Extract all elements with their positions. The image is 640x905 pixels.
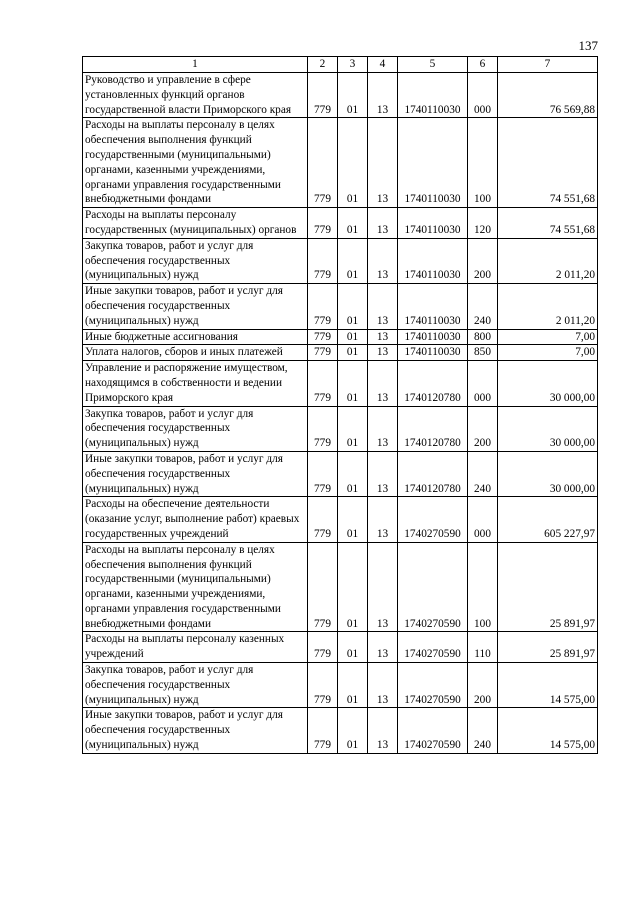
row-section-code: 01 [338, 406, 368, 451]
row-subsection-code: 13 [368, 329, 398, 345]
row-section-code: 01 [338, 542, 368, 632]
row-subsection-code: 13 [368, 345, 398, 361]
row-name-cell: Руководство и управление в сфере установленных функций органов государственной власти Приморского края [83, 73, 308, 118]
row-department-code: 779 [308, 451, 338, 496]
row-name-cell: Уплата налогов, сборов и иных платежей [83, 345, 308, 361]
column-header-6: 6 [468, 57, 498, 73]
row-expense-type-code: 240 [468, 451, 498, 496]
row-target-article-code: 1740270590 [398, 542, 468, 632]
table-row [83, 208, 598, 239]
row-expense-type-code: 120 [468, 208, 498, 239]
row-expense-type-code: 240 [468, 708, 498, 753]
row-target-article-code: 1740270590 [398, 632, 468, 663]
row-name-cell: Расходы на обеспечение деятельности (оказание услуг, выполнение работ) краевых государственных учреждений [83, 497, 308, 542]
row-name-cell: Иные бюджетные ассигнования [83, 329, 308, 345]
row-expense-type-code: 850 [468, 345, 498, 361]
table-row [83, 345, 598, 361]
row-subsection-code: 13 [368, 451, 398, 496]
row-department-code: 779 [308, 73, 338, 118]
row-name-cell: Расходы на выплаты персоналу в целях обеспечения выполнения функций государственными (муниципальными) органами, казенными учреждениями, органами управления государственными внебюджетными фондами [83, 542, 308, 632]
column-header-5: 5 [398, 57, 468, 73]
row-expense-type-code: 240 [468, 284, 498, 329]
table-row [83, 708, 598, 753]
row-department-code: 779 [308, 345, 338, 361]
row-department-code: 779 [308, 663, 338, 708]
row-subsection-code: 13 [368, 118, 398, 208]
row-name-cell: Закупка товаров, работ и услуг для обеспечения государственных (муниципальных) нужд [83, 406, 308, 451]
row-expense-type-code: 100 [468, 118, 498, 208]
row-department-code: 779 [308, 497, 338, 542]
row-expense-type-code: 000 [468, 361, 498, 406]
column-header-2: 2 [308, 57, 338, 73]
row-section-code: 01 [338, 632, 368, 663]
row-amount: 74 551,68 [498, 208, 598, 239]
row-section-code: 01 [338, 451, 368, 496]
column-header-3: 3 [338, 57, 368, 73]
row-section-code: 01 [338, 238, 368, 283]
row-department-code: 779 [308, 329, 338, 345]
table-row [83, 361, 598, 406]
row-amount: 76 569,88 [498, 73, 598, 118]
row-department-code: 779 [308, 284, 338, 329]
row-section-code: 01 [338, 361, 368, 406]
table-row [83, 118, 598, 208]
row-subsection-code: 13 [368, 361, 398, 406]
table-row [83, 329, 598, 345]
row-amount: 605 227,97 [498, 497, 598, 542]
row-name-cell: Закупка товаров, работ и услуг для обеспечения государственных (муниципальных) нужд [83, 238, 308, 283]
table-row [83, 451, 598, 496]
row-section-code: 01 [338, 708, 368, 753]
row-expense-type-code: 100 [468, 542, 498, 632]
row-name-cell: Иные закупки товаров, работ и услуг для обеспечения государственных (муниципальных) нужд [83, 708, 308, 753]
table-row [83, 663, 598, 708]
row-subsection-code: 13 [368, 497, 398, 542]
row-section-code: 01 [338, 345, 368, 361]
table-row [83, 73, 598, 118]
row-section-code: 01 [338, 329, 368, 345]
table-row [83, 542, 598, 632]
table-row [83, 238, 598, 283]
row-amount: 30 000,00 [498, 451, 598, 496]
row-subsection-code: 13 [368, 632, 398, 663]
row-subsection-code: 13 [368, 708, 398, 753]
column-header-1: 1 [83, 57, 308, 73]
row-expense-type-code: 000 [468, 497, 498, 542]
column-header-4: 4 [368, 57, 398, 73]
row-name-cell: Расходы на выплаты персоналу государственных (муниципальных) органов [83, 208, 308, 239]
row-subsection-code: 13 [368, 542, 398, 632]
page-number: 137 [578, 38, 598, 53]
row-target-article-code: 1740110030 [398, 238, 468, 283]
row-department-code: 779 [308, 118, 338, 208]
row-name-cell: Иные закупки товаров, работ и услуг для обеспечения государственных (муниципальных) нужд [83, 284, 308, 329]
row-target-article-code: 1740110030 [398, 208, 468, 239]
table-row [83, 632, 598, 663]
row-target-article-code: 1740110030 [398, 329, 468, 345]
row-subsection-code: 13 [368, 238, 398, 283]
row-expense-type-code: 200 [468, 663, 498, 708]
row-expense-type-code: 200 [468, 238, 498, 283]
row-amount: 2 011,20 [498, 284, 598, 329]
row-section-code: 01 [338, 118, 368, 208]
row-expense-type-code: 800 [468, 329, 498, 345]
row-amount: 7,00 [498, 345, 598, 361]
row-target-article-code: 1740120780 [398, 406, 468, 451]
row-name-cell: Иные закупки товаров, работ и услуг для обеспечения государственных (муниципальных) нужд [83, 451, 308, 496]
row-name-cell: Закупка товаров, работ и услуг для обеспечения государственных (муниципальных) нужд [83, 663, 308, 708]
table-row [83, 406, 598, 451]
budget-table [82, 56, 598, 754]
row-section-code: 01 [338, 208, 368, 239]
row-amount: 14 575,00 [498, 708, 598, 753]
row-department-code: 779 [308, 361, 338, 406]
row-target-article-code: 1740270590 [398, 663, 468, 708]
row-target-article-code: 1740110030 [398, 118, 468, 208]
row-target-article-code: 1740270590 [398, 708, 468, 753]
row-amount: 74 551,68 [498, 118, 598, 208]
row-target-article-code: 1740120780 [398, 361, 468, 406]
row-department-code: 779 [308, 406, 338, 451]
row-department-code: 779 [308, 632, 338, 663]
row-target-article-code: 1740110030 [398, 284, 468, 329]
row-department-code: 779 [308, 208, 338, 239]
row-expense-type-code: 110 [468, 632, 498, 663]
row-amount: 2 011,20 [498, 238, 598, 283]
row-subsection-code: 13 [368, 73, 398, 118]
row-department-code: 779 [308, 542, 338, 632]
row-department-code: 779 [308, 238, 338, 283]
row-subsection-code: 13 [368, 406, 398, 451]
table-row [83, 284, 598, 329]
row-subsection-code: 13 [368, 208, 398, 239]
row-section-code: 01 [338, 497, 368, 542]
row-section-code: 01 [338, 284, 368, 329]
row-section-code: 01 [338, 663, 368, 708]
row-target-article-code: 1740120780 [398, 451, 468, 496]
row-department-code: 779 [308, 708, 338, 753]
row-name-cell: Расходы на выплаты персоналу в целях обеспечения выполнения функций государственными (муниципальными) органами, казенными учреждениями, органами управления государственными внебюджетными фондами [83, 118, 308, 208]
row-target-article-code: 1740110030 [398, 345, 468, 361]
table-row [83, 497, 598, 542]
row-subsection-code: 13 [368, 663, 398, 708]
row-amount: 14 575,00 [498, 663, 598, 708]
header-row [83, 57, 598, 73]
row-target-article-code: 1740110030 [398, 73, 468, 118]
row-name-cell: Расходы на выплаты персоналу казенных учреждений [83, 632, 308, 663]
row-subsection-code: 13 [368, 284, 398, 329]
row-amount: 25 891,97 [498, 542, 598, 632]
row-target-article-code: 1740270590 [398, 497, 468, 542]
row-amount: 30 000,00 [498, 361, 598, 406]
row-amount: 7,00 [498, 329, 598, 345]
row-amount: 30 000,00 [498, 406, 598, 451]
row-amount: 25 891,97 [498, 632, 598, 663]
column-header-7: 7 [498, 57, 598, 73]
row-name-cell: Управление и распоряжение имуществом, находящимся в собственности и ведении Приморского края [83, 361, 308, 406]
row-expense-type-code: 200 [468, 406, 498, 451]
row-expense-type-code: 000 [468, 73, 498, 118]
row-section-code: 01 [338, 73, 368, 118]
